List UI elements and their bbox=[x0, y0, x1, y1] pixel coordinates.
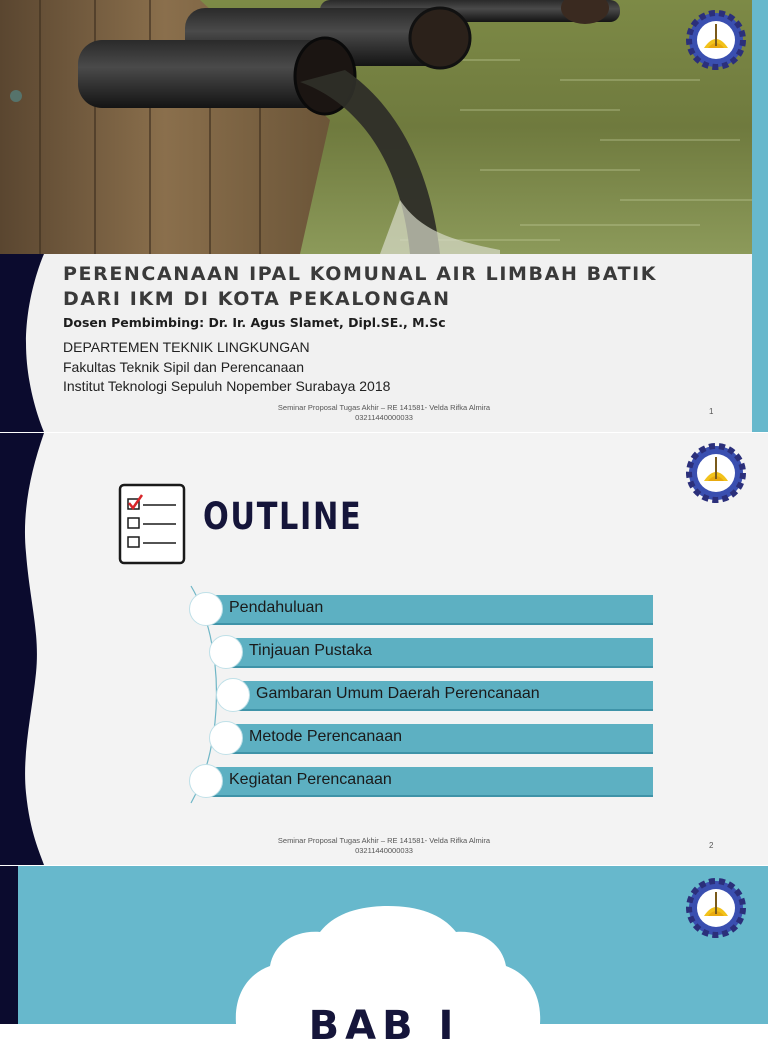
slide-3 bbox=[0, 866, 768, 1049]
footer-id: 03211440000033 bbox=[355, 846, 413, 855]
supervisor-line: Dosen Pembimbing: Dr. Ir. Agus Slamet, Dipl.SE., M.Sc bbox=[63, 315, 446, 330]
its-logo-icon bbox=[686, 443, 746, 503]
slide-footer bbox=[0, 836, 768, 856]
wastewater-pipe-photo bbox=[0, 0, 752, 254]
footer-text: Seminar Proposal Tugas Akhir – RE 141581- Velda Rifka Almira bbox=[277, 403, 491, 412]
outline-bullet-2 bbox=[209, 635, 243, 669]
outline-heading: OUTLINE bbox=[203, 495, 363, 538]
slide-1 bbox=[0, 0, 768, 432]
outline-item-2[interactable] bbox=[226, 638, 653, 668]
right-accent-bar bbox=[752, 0, 768, 432]
left-navy-bar bbox=[0, 866, 18, 1024]
outline-item-5[interactable] bbox=[206, 767, 653, 797]
its-logo-icon bbox=[686, 878, 746, 938]
faculty-line: Fakultas Teknik Sipil dan Perencanaan bbox=[63, 358, 305, 375]
page-number: 2 bbox=[709, 841, 714, 850]
outline-item-4[interactable] bbox=[226, 724, 653, 754]
institute-line: Institut Teknologi Sepuluh Nopember Surabaya 2018 bbox=[63, 378, 391, 394]
checklist-clipboard-icon bbox=[118, 483, 188, 567]
outline-item-3[interactable] bbox=[233, 681, 653, 711]
outline-bullet-3 bbox=[216, 678, 250, 712]
footer-text: Seminar Proposal Tugas Akhir – RE 141581- Velda Rifka Almira bbox=[277, 836, 491, 845]
outline-item-label: Metode Perencanaan bbox=[249, 728, 402, 745]
outline-item-1[interactable] bbox=[206, 595, 653, 625]
footer-id: 03211440000033 bbox=[355, 413, 413, 422]
chapter-heading: BAB I bbox=[308, 1003, 460, 1049]
outline-item-label: Kegiatan Perencanaan bbox=[229, 771, 392, 788]
slide-2 bbox=[0, 433, 768, 865]
presentation-title: PERENCANAAN IPAL KOMUNAL AIR LIMBAH BATIK DARI IKM DI KOTA PEKALONGAN bbox=[63, 263, 658, 310]
outline-bullet-1 bbox=[189, 592, 223, 626]
department-line: DEPARTEMEN TEKNIK LINGKUNGAN bbox=[63, 339, 310, 355]
outline-bullet-4 bbox=[209, 721, 243, 755]
page-number: 1 bbox=[709, 407, 714, 416]
outline-bullet-5 bbox=[189, 764, 223, 798]
outline-item-label: Tinjauan Pustaka bbox=[249, 642, 373, 659]
outline-item-label: Gambaran Umum Daerah Perencanaan bbox=[256, 685, 540, 702]
left-navy-wave bbox=[0, 433, 44, 865]
slide-footer bbox=[0, 403, 768, 423]
its-logo-icon bbox=[686, 10, 746, 70]
outline-item-label: Pendahuluan bbox=[229, 599, 324, 616]
affiliation-block bbox=[63, 338, 390, 397]
